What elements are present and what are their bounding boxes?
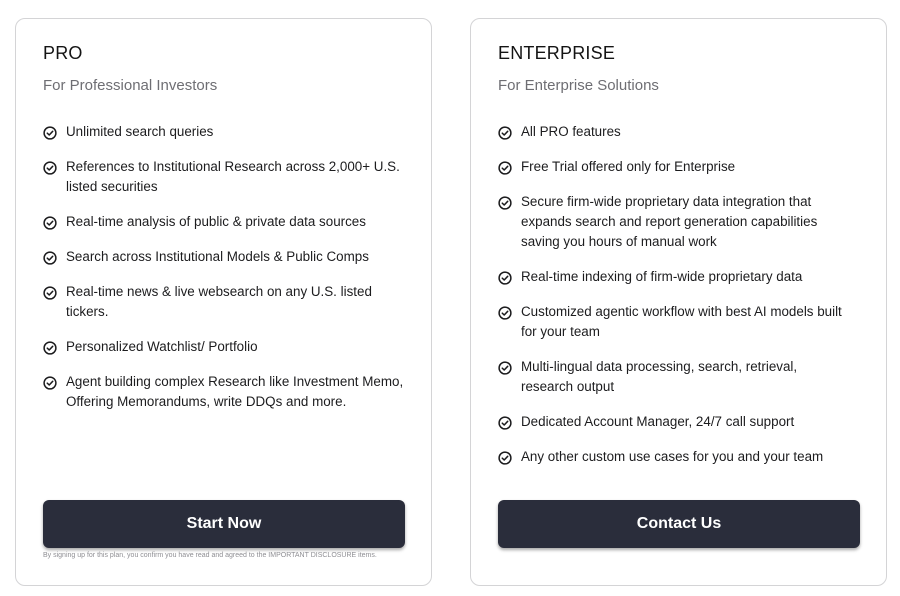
check-circle-icon xyxy=(43,161,57,175)
feature-text: References to Institutional Research across 2,000+ U.S. listed securities xyxy=(66,159,400,194)
feature-list xyxy=(43,122,408,427)
check-circle-icon xyxy=(498,271,512,285)
plan-subtitle: For Professional Investors xyxy=(43,77,218,94)
check-circle-icon xyxy=(498,451,512,465)
feature-text: All PRO features xyxy=(521,124,621,139)
pricing-card-pro xyxy=(15,18,432,586)
feature-text: Secure firm-wide proprietary data integration that expands search and report generation capabilities saving you hours of manual work xyxy=(521,194,818,249)
check-circle-icon xyxy=(43,376,57,390)
feature-item xyxy=(498,412,848,432)
check-circle-icon xyxy=(498,416,512,430)
feature-text: Customized agentic workflow with best AI models built for your team xyxy=(521,304,842,339)
check-circle-icon xyxy=(498,361,512,375)
feature-item xyxy=(498,447,848,467)
feature-text: Dedicated Account Manager, 24/7 call support xyxy=(521,414,795,429)
feature-text: Search across Institutional Models & Public Comps xyxy=(66,249,369,264)
feature-text: Free Trial offered only for Enterprise xyxy=(521,159,736,174)
feature-item xyxy=(43,157,408,197)
feature-item xyxy=(43,247,408,267)
check-circle-icon xyxy=(43,341,57,355)
feature-list xyxy=(498,122,848,482)
feature-item xyxy=(43,282,408,322)
feature-text: Real-time news & live websearch on any U.S. listed tickers. xyxy=(66,284,372,319)
check-circle-icon xyxy=(43,216,57,230)
feature-text: Multi-lingual data processing, search, retrieval, research output xyxy=(521,359,798,394)
plan-subtitle: For Enterprise Solutions xyxy=(498,77,659,94)
feature-item xyxy=(43,337,408,357)
feature-item xyxy=(43,122,408,142)
disclaimer-text: By signing up for this plan, you confirm you have read and agreed to the IMPORTANT DISCLOSURE items. xyxy=(43,552,377,559)
plan-title: ENTERPRISE xyxy=(498,43,616,63)
feature-item xyxy=(498,157,848,177)
check-circle-icon xyxy=(498,161,512,175)
feature-item xyxy=(43,212,408,232)
feature-item xyxy=(498,122,848,142)
plan-title: PRO xyxy=(43,43,83,63)
check-circle-icon xyxy=(43,251,57,265)
feature-text: Any other custom use cases for you and your team xyxy=(521,449,824,464)
feature-item xyxy=(43,372,408,412)
feature-text: Real-time indexing of firm-wide proprietary data xyxy=(521,269,803,284)
feature-text: Unlimited search queries xyxy=(66,124,214,139)
check-circle-icon xyxy=(498,306,512,320)
feature-item xyxy=(498,357,848,397)
check-circle-icon xyxy=(43,126,57,140)
check-circle-icon xyxy=(498,126,512,140)
feature-item xyxy=(498,192,848,252)
contact-us-button[interactable]: Contact Us xyxy=(498,500,860,548)
feature-text: Real-time analysis of public & private data sources xyxy=(66,214,366,229)
feature-item xyxy=(498,302,848,342)
start-now-button[interactable]: Start Now xyxy=(43,500,405,548)
check-circle-icon xyxy=(498,196,512,210)
feature-text: Personalized Watchlist/ Portfolio xyxy=(66,339,258,354)
feature-text: Agent building complex Research like Investment Memo, Offering Memorandums, write DDQs and more. xyxy=(66,374,404,409)
feature-item xyxy=(498,267,848,287)
pricing-card-enterprise xyxy=(470,18,887,586)
check-circle-icon xyxy=(43,286,57,300)
